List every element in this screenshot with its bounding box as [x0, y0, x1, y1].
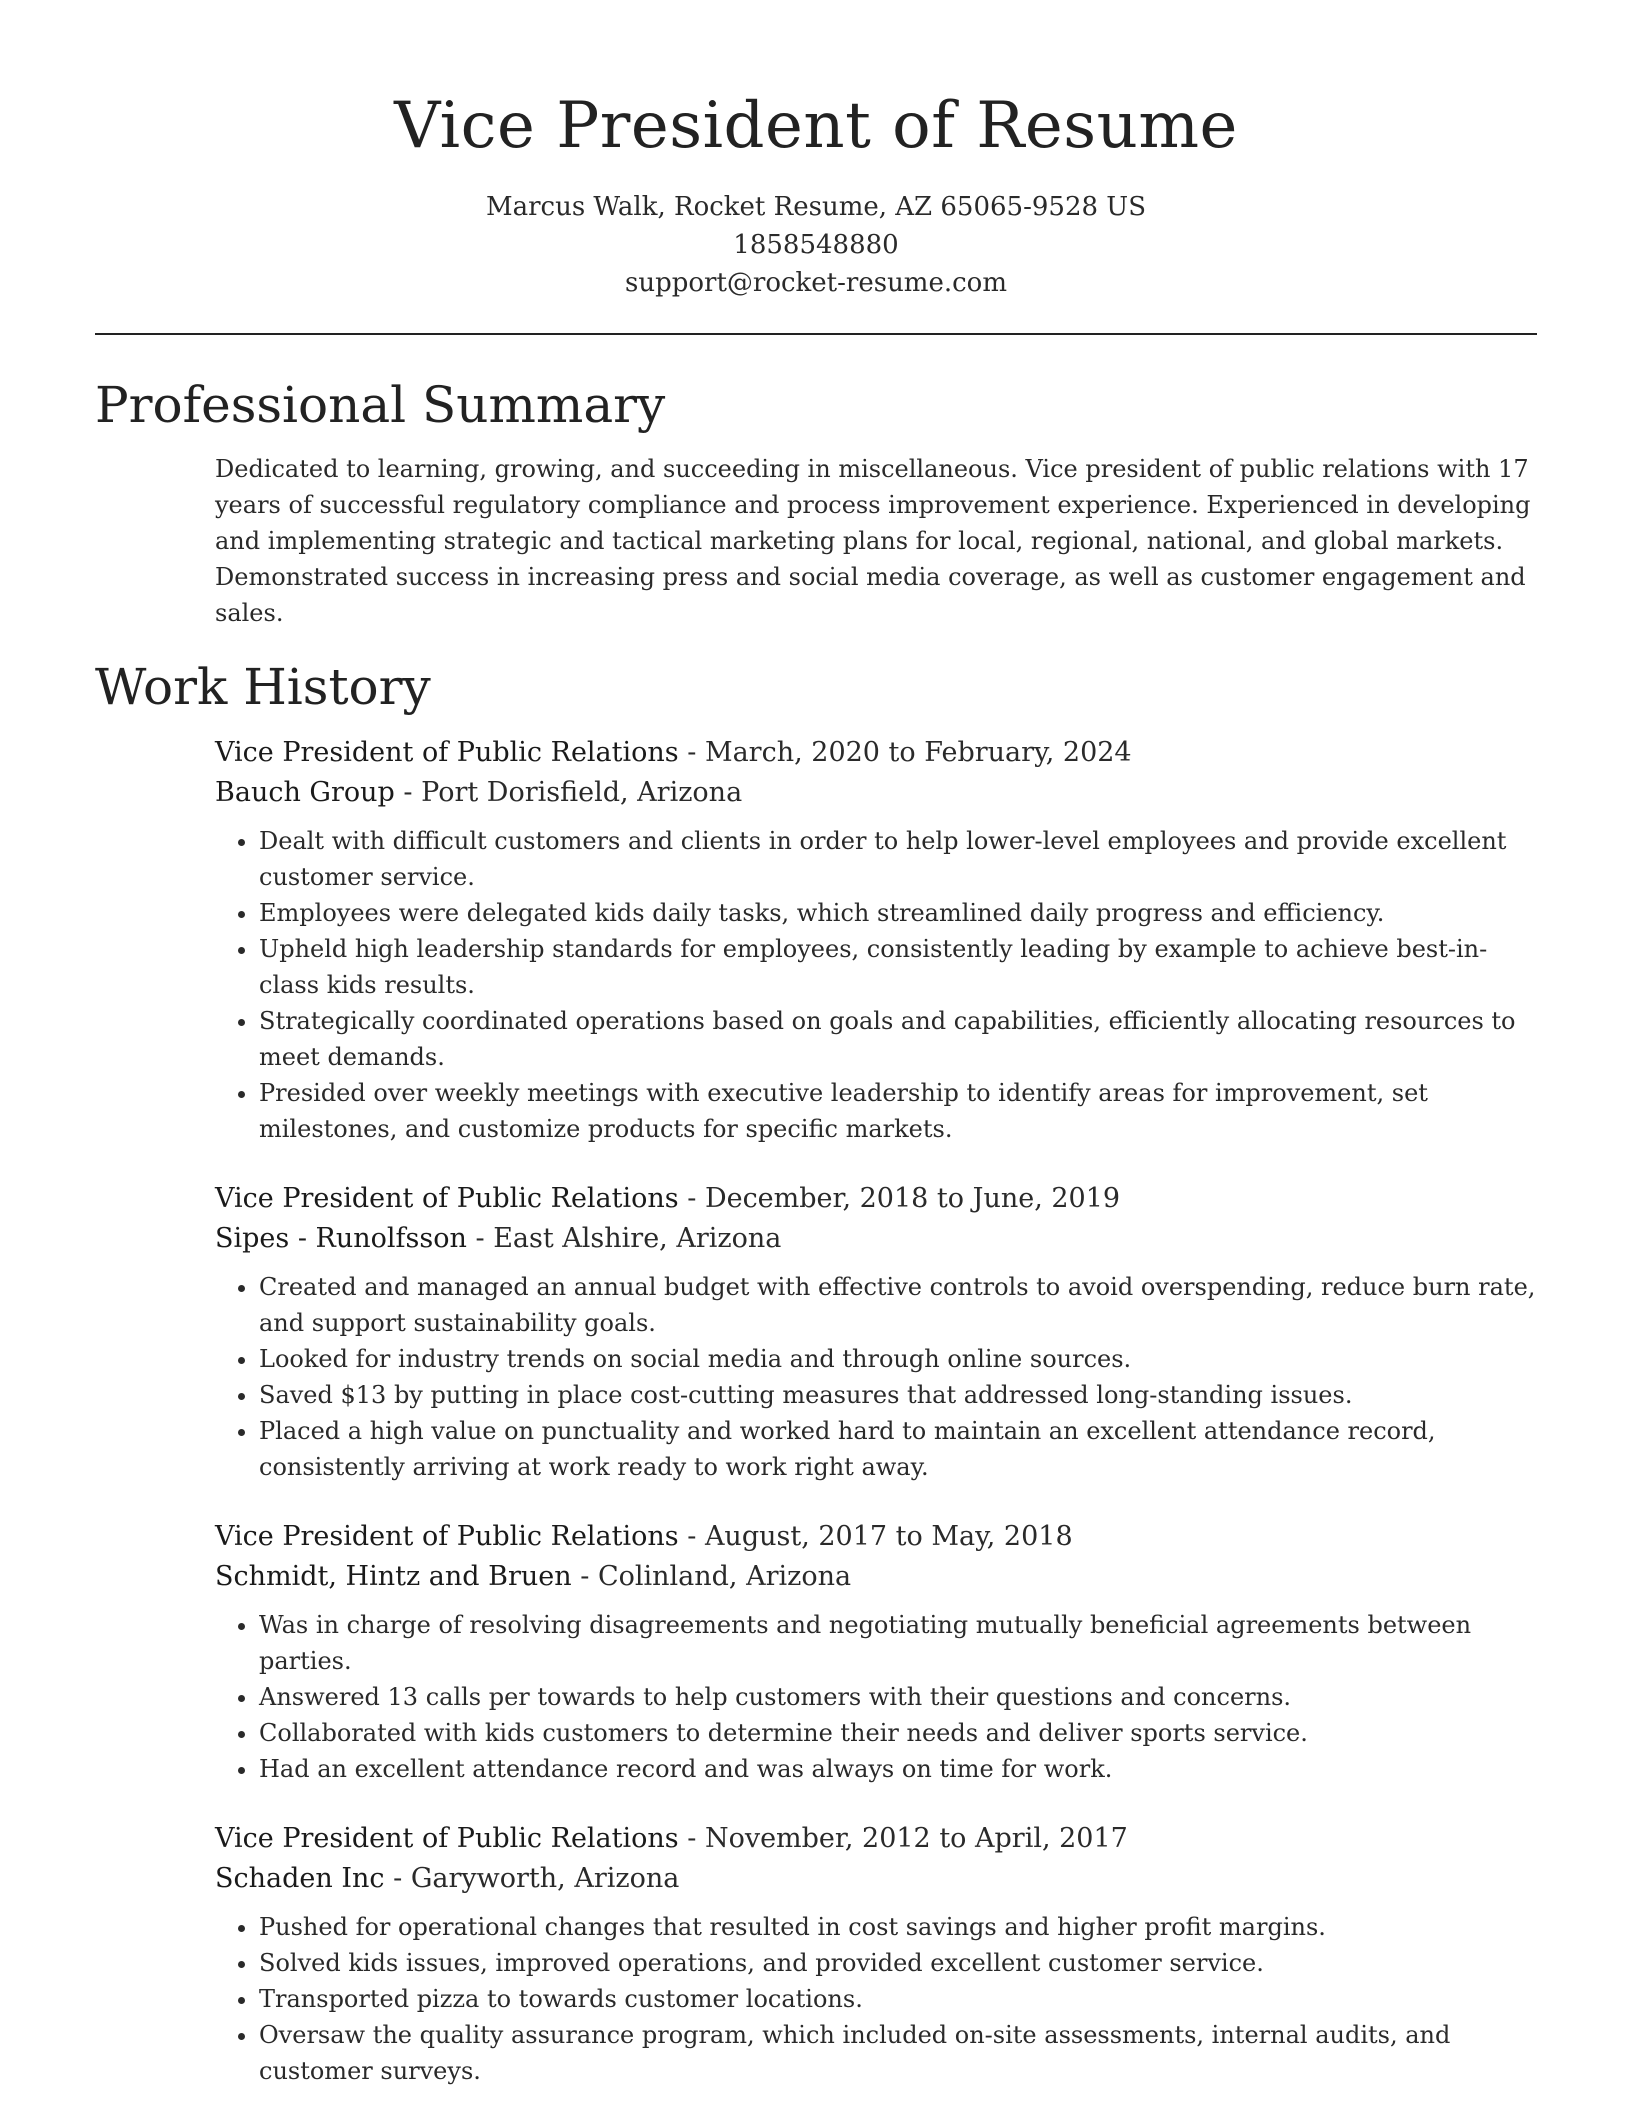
job-company-line [215, 1219, 1537, 1259]
separator: - [466, 1223, 494, 1254]
job-location: Garyworth, Arizona [410, 1863, 680, 1894]
job-location: Colinland, Arizona [597, 1561, 852, 1592]
job-bullet: • Dealt with difficult customers and clients in order to help lower-level employees and provide excellent customer service. [259, 823, 1537, 895]
job-bullet: • Had an excellent attendance record and was always on time for work. [259, 1751, 1537, 1787]
job-bullet: • Solved kids issues, improved operations, and provided excellent customer service. [259, 1945, 1537, 1981]
job-dates: March, 2020 to February, 2024 [704, 737, 1132, 768]
separator: - [571, 1561, 598, 1592]
job-dates: August, 2017 to May, 2018 [704, 1521, 1073, 1552]
job-company-line [215, 1557, 1537, 1597]
job-bullet: • Was in charge of resolving disagreements and negotiating mutually beneficial agreements between parties. [259, 1607, 1537, 1679]
contact-address: Marcus Walk, Rocket Resume, AZ 65065-9528 US [485, 192, 1147, 222]
job-entry [215, 1819, 1537, 2089]
job-bullets [215, 823, 1537, 1147]
separator: - [678, 737, 705, 768]
job-title-line [215, 1179, 1537, 1219]
job-company: Sipes - Runolfsson [215, 1223, 467, 1254]
job-bullets [215, 1269, 1537, 1485]
job-entry [215, 1517, 1537, 1787]
job-title: Vice President of Public Relations [215, 1521, 679, 1552]
separator: - [678, 1183, 705, 1214]
job-bullet: • Created and managed an annual budget with effective controls to avoid overspending, reduce burn rate, and support sustainability goals. [259, 1269, 1537, 1341]
job-company: Schaden Inc [215, 1863, 385, 1894]
job-title: Vice President of Public Relations [215, 737, 679, 768]
job-title-line [215, 1517, 1537, 1557]
summary-heading: Professional Summary [95, 376, 666, 434]
job-bullet: • Strategically coordinated operations based on goals and capabilities, efficiently allocating resources to meet demands. [259, 1003, 1537, 1075]
job-company-line [215, 1859, 1537, 1899]
job-location: Port Dorisfield, Arizona [421, 777, 743, 808]
job-company: Schmidt, Hintz and Bruen [215, 1561, 572, 1592]
resume-header [95, 0, 1537, 302]
job-entry [215, 733, 1537, 1147]
job-bullet: • Employees were delegated kids daily tasks, which streamlined daily progress and efficiency. [259, 895, 1537, 931]
contact-email: support@rocket-resume.com [624, 268, 1007, 298]
contact-phone: 1858548880 [733, 230, 899, 260]
job-bullet: • Looked for industry trends on social media and through online sources. [259, 1341, 1537, 1377]
job-bullets [215, 1909, 1537, 2089]
contact-info [95, 188, 1537, 302]
work-history-heading: Work History [95, 658, 431, 716]
header-divider [95, 333, 1537, 335]
job-title-line [215, 733, 1537, 773]
job-bullet: • Collaborated with kids customers to determine their needs and deliver sports service. [259, 1715, 1537, 1751]
resume-page [95, 0, 1537, 2089]
job-bullets [215, 1607, 1537, 1787]
job-bullet: • Upheld high leadership standards for employees, consistently leading by example to achieve best-in-class kids results. [259, 931, 1537, 1003]
job-list [95, 733, 1537, 2089]
job-company: Bauch Group [215, 777, 395, 808]
separator: - [678, 1823, 705, 1854]
separator: - [384, 1863, 411, 1894]
job-title: Vice President of Public Relations [215, 1183, 679, 1214]
job-bullet: • Pushed for operational changes that resulted in cost savings and higher profit margins. [259, 1909, 1537, 1945]
job-company-line [215, 773, 1537, 813]
job-bullet: • Oversaw the quality assurance program, which included on-site assessments, internal audits, and customer surveys. [259, 2017, 1537, 2089]
resume-title: Vice President of Resume [394, 89, 1238, 163]
separator: - [678, 1521, 705, 1552]
job-entry [215, 1179, 1537, 1485]
job-bullet: • Presided over weekly meetings with executive leadership to identify areas for improvement, set milestones, and customize products for specific markets. [259, 1075, 1537, 1147]
job-bullet: • Answered 13 calls per towards to help customers with their questions and concerns. [259, 1679, 1537, 1715]
job-dates: December, 2018 to June, 2019 [704, 1183, 1121, 1214]
job-location: East Alshire, Arizona [493, 1223, 782, 1254]
job-dates: November, 2012 to April, 2017 [704, 1823, 1128, 1854]
job-title-line [215, 1819, 1537, 1859]
summary-text: Dedicated to learning, growing, and succeeding in miscellaneous. Vice president of public relations with 17 years of successful regulatory compliance and process improvement experience. Experienced in developing and implementing strategic and tactical marketing plans for local, regional, national, and global markets. Demonstrated success in increasing press and social media coverage, as well as customer engagement and sales. [215, 455, 1531, 627]
job-bullet: • Placed a high value on punctuality and worked hard to maintain an excellent attendance record, consistently arriving at work ready to work right away. [259, 1413, 1537, 1485]
separator: - [394, 777, 422, 808]
job-bullet: • Transported pizza to towards customer locations. [259, 1981, 1537, 2017]
job-title: Vice President of Public Relations [215, 1823, 679, 1854]
job-bullet: • Saved $13 by putting in place cost-cutting measures that addressed long-standing issues. [259, 1377, 1537, 1413]
